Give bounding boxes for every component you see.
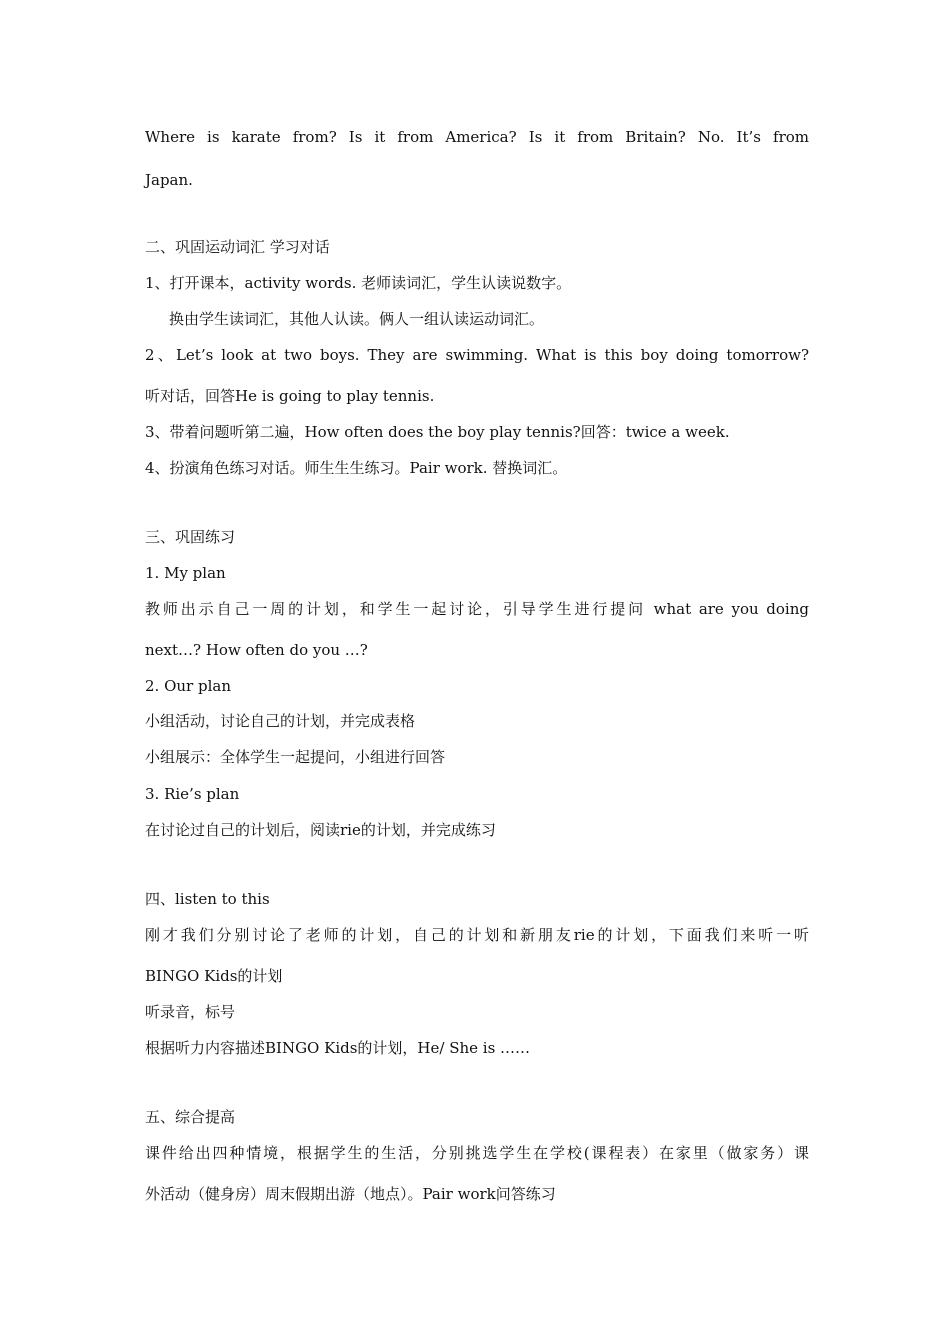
our-plan-presentation: 小组展示：全体学生一起提问，小组进行回答 bbox=[145, 748, 446, 766]
ries-plan-instruction: 在讨论过自己的计划后，阅读rie的计划，并完成练习 bbox=[145, 821, 496, 839]
ries-plan-heading: 3. Rie’s plan bbox=[145, 785, 240, 803]
section-2-step-2-answer: 听对话，回答He is going to play tennis. bbox=[145, 387, 435, 405]
our-plan-heading: 2. Our plan bbox=[145, 677, 231, 695]
karate-origin-line-1: Where is karate from? Is it from America? Is it from Britain? No. It’s from bbox=[145, 128, 809, 146]
section-2-step-2: 2、Let’s look at two boys. They are swimming. What is this boy doing tomorrow? bbox=[145, 346, 809, 364]
our-plan-activity: 小组活动，讨论自己的计划，并完成表格 bbox=[145, 712, 416, 730]
section-4-heading: 四、listen to this bbox=[145, 890, 270, 908]
listen-intro-line-1: 刚才我们分别讨论了老师的计划，自己的计划和新朋友rie的计划，下面我们来听一听 bbox=[145, 926, 809, 944]
section-2-heading: 二、巩固运动词汇 学习对话 bbox=[145, 238, 330, 256]
section-3-heading: 三、巩固练习 bbox=[145, 528, 236, 546]
section-5-instruction-2: 外活动（健身房）周末假期出游（地点）。Pair work问答练习 bbox=[145, 1185, 556, 1203]
listen-description-task: 根据听力内容描述BINGO Kids的计划，He/ She is …… bbox=[145, 1039, 531, 1057]
listen-intro-line-2: BINGO Kids的计划 bbox=[145, 967, 283, 985]
section-2-step-1-continued: 换由学生读词汇，其他人认读。俩人一组认读运动词汇。 bbox=[169, 310, 545, 328]
listen-numbering-task: 听录音，标号 bbox=[145, 1003, 236, 1021]
my-plan-instruction-1: 教师出示自己一周的计划，和学生一起讨论，引导学生进行提问 what are you doing bbox=[145, 600, 809, 618]
section-2-step-3: 3、带着问题听第二遍，How often does the boy play tennis?回答：twice a week. bbox=[145, 423, 730, 441]
my-plan-instruction-2: next…? How often do you …? bbox=[145, 641, 368, 659]
karate-origin-line-2: Japan. bbox=[145, 171, 193, 189]
section-2-step-1: 1、打开课本，activity words. 老师读词汇，学生认读说数字。 bbox=[145, 274, 572, 292]
section-5-heading: 五、综合提高 bbox=[145, 1108, 236, 1126]
my-plan-heading: 1. My plan bbox=[145, 564, 226, 582]
section-2-step-4: 4、扮演角色练习对话。师生生生练习。Pair work. 替换词汇。 bbox=[145, 459, 568, 477]
section-5-instruction-1: 课件给出四种情境，根据学生的生活，分别挑选学生在学校(课程表）在家里（做家务）课 bbox=[145, 1144, 809, 1162]
